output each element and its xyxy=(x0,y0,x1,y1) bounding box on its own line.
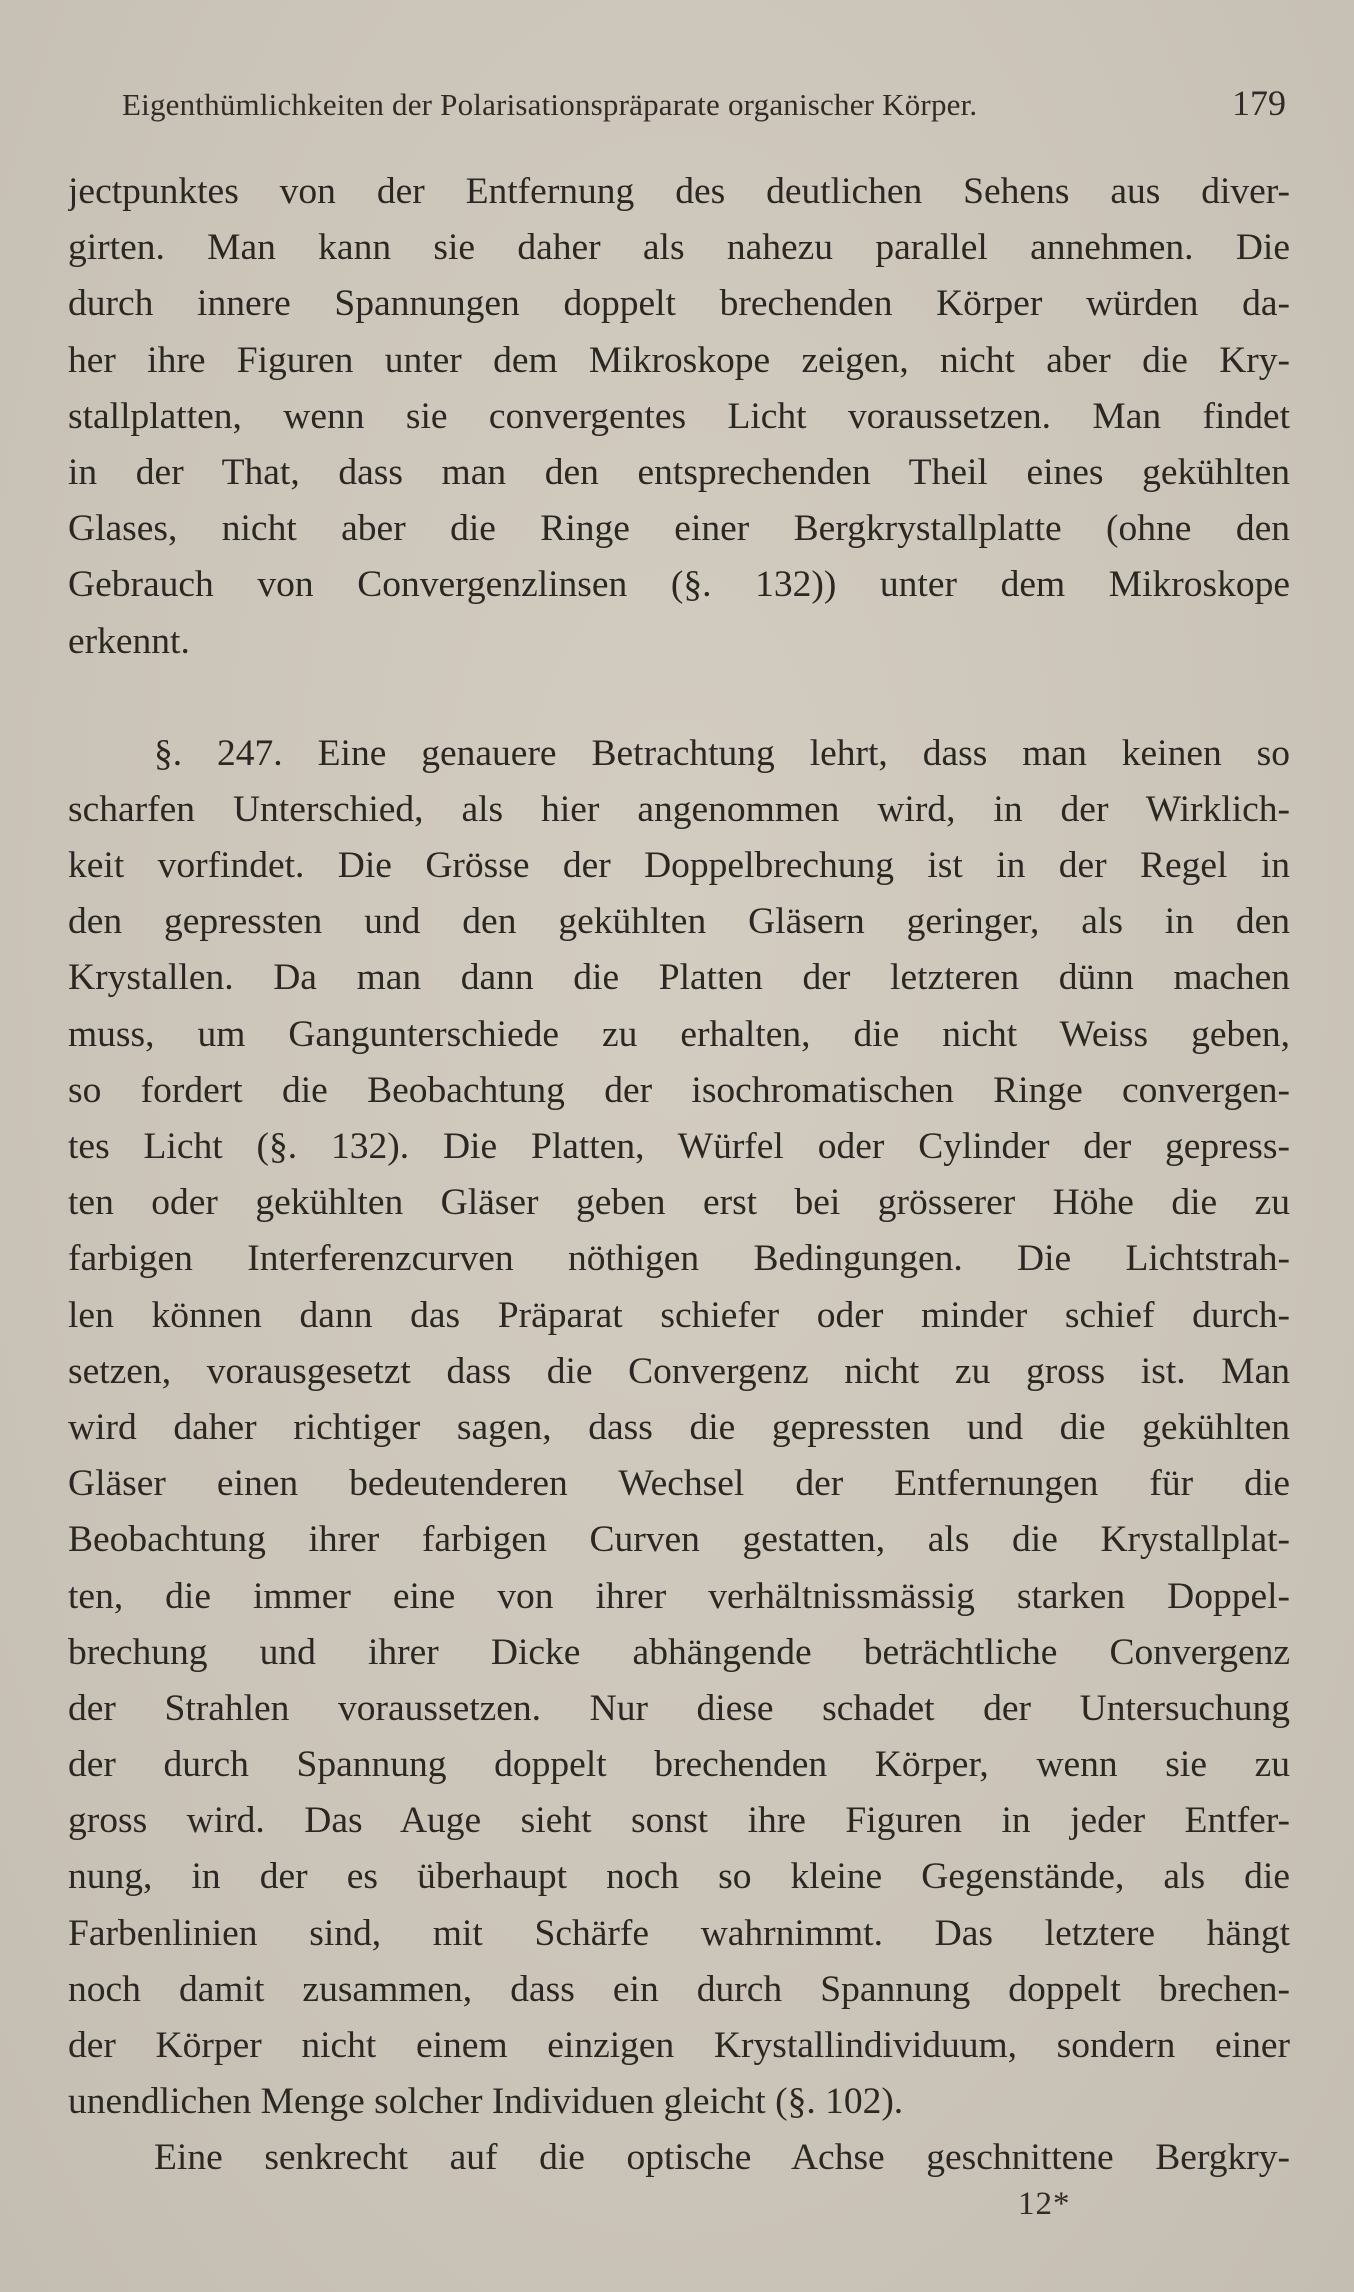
signature-mark: 12* xyxy=(1018,2186,1071,2222)
text-line: ten oder gekühlten Gläser geben erst bei grösserer Höhe die zu xyxy=(68,1182,1290,1224)
text-line: farbigen Interferenzcurven nöthigen Bedingungen. Die Lichtstrah- xyxy=(68,1238,1290,1280)
text-line: §. 247. Eine genauere Betrachtung lehrt, dass man keinen so xyxy=(154,732,1290,774)
text-line: Gebrauch von Convergenzlinsen (§. 132)) unter dem Mikroskope xyxy=(68,564,1290,606)
text-line: gross wird. Das Auge sieht sonst ihre Figuren in jeder Entfer- xyxy=(68,1800,1290,1842)
text-line: der Strahlen voraussetzen. Nur diese schadet der Untersuchung xyxy=(68,1687,1290,1729)
text-line: Krystallen. Da man dann die Platten der letzteren dünn machen xyxy=(68,957,1290,999)
page-number: 179 xyxy=(1232,83,1286,123)
text-line: erkennt. xyxy=(68,620,190,662)
text-line: len können dann das Präparat schiefer oder minder schief durch- xyxy=(68,1294,1290,1336)
text-line: noch damit zusammen, dass ein durch Spannung doppelt brechen- xyxy=(68,1968,1290,2010)
text-line: her ihre Figuren unter dem Mikroskope zeigen, nicht aber die Kry- xyxy=(68,339,1290,381)
text-line: unendlichen Menge solcher Individuen gleicht (§. 102). xyxy=(68,2081,904,2123)
text-line: Beobachtung ihrer farbigen Curven gestatten, als die Krystallplat- xyxy=(68,1519,1290,1561)
text-line: stallplatten, wenn sie convergentes Licht voraussetzen. Man findet xyxy=(68,395,1290,437)
paragraph-2 xyxy=(68,726,1290,2131)
text-line: jectpunktes von der Entfernung des deutlichen Sehens aus diver- xyxy=(68,171,1290,212)
text-line: so fordert die Beobachtung der isochromatischen Ringe convergen- xyxy=(68,1069,1290,1111)
text-line: wird daher richtiger sagen, dass die gepressten und die gekühlten xyxy=(68,1406,1290,1448)
body-text xyxy=(68,164,1290,2187)
text-line: ten, die immer eine von ihrer verhältnissmässig starken Doppel- xyxy=(68,1575,1290,1617)
text-line: in der That, dass man den entsprechenden Theil eines gekühlten xyxy=(68,451,1290,493)
running-title: Eigenthümlichkeiten der Polarisationspräparate organischer Körper. xyxy=(122,87,978,122)
book-page xyxy=(68,0,1290,2292)
text-line: Farbenlinien sind, mit Schärfe wahrnimmt. Das letztere hängt xyxy=(68,1912,1290,1954)
running-head xyxy=(122,82,1290,130)
text-line: nung, in der es überhaupt noch so kleine Gegenstände, als die xyxy=(68,1856,1290,1898)
text-line: durch innere Spannungen doppelt brechenden Körper würden da- xyxy=(68,283,1290,325)
text-line: der Körper nicht einem einzigen Krystallindividuum, sondern einer xyxy=(68,2025,1290,2066)
text-line: der durch Spannung doppelt brechenden Körper, wenn sie zu xyxy=(68,1744,1290,1786)
text-line: den gepressten und den gekühlten Gläsern geringer, als in den xyxy=(68,901,1290,943)
text-line: muss, um Gangunterschiede zu erhalten, die nicht Weiss geben, xyxy=(68,1013,1290,1055)
paragraph-3 xyxy=(68,2130,1290,2186)
text-line: brechung und ihrer Dicke abhängende beträchtliche Convergenz xyxy=(68,1631,1290,1673)
text-line: Eine senkrecht auf die optische Achse geschnittene Bergkry- xyxy=(154,2137,1290,2179)
paragraph-gap xyxy=(68,670,1290,726)
text-line: Glases, nicht aber die Ringe einer Bergkrystallplatte (ohne den xyxy=(68,508,1290,550)
text-line: girten. Man kann sie daher als nahezu parallel annehmen. Die xyxy=(68,227,1290,269)
text-line: scharfen Unterschied, als hier angenommen wird, in der Wirklich- xyxy=(68,788,1290,830)
text-line: keit vorfindet. Die Grösse der Doppelbrechung ist in der Regel in xyxy=(68,845,1290,887)
text-line: tes Licht (§. 132). Die Platten, Würfel oder Cylinder der gepress- xyxy=(68,1126,1290,1167)
paragraph-1 xyxy=(68,164,1290,670)
text-line: Gläser einen bedeutenderen Wechsel der Entfernungen für die xyxy=(68,1463,1290,1505)
text-line: setzen, vorausgesetzt dass die Convergenz nicht zu gross ist. Man xyxy=(68,1350,1290,1392)
